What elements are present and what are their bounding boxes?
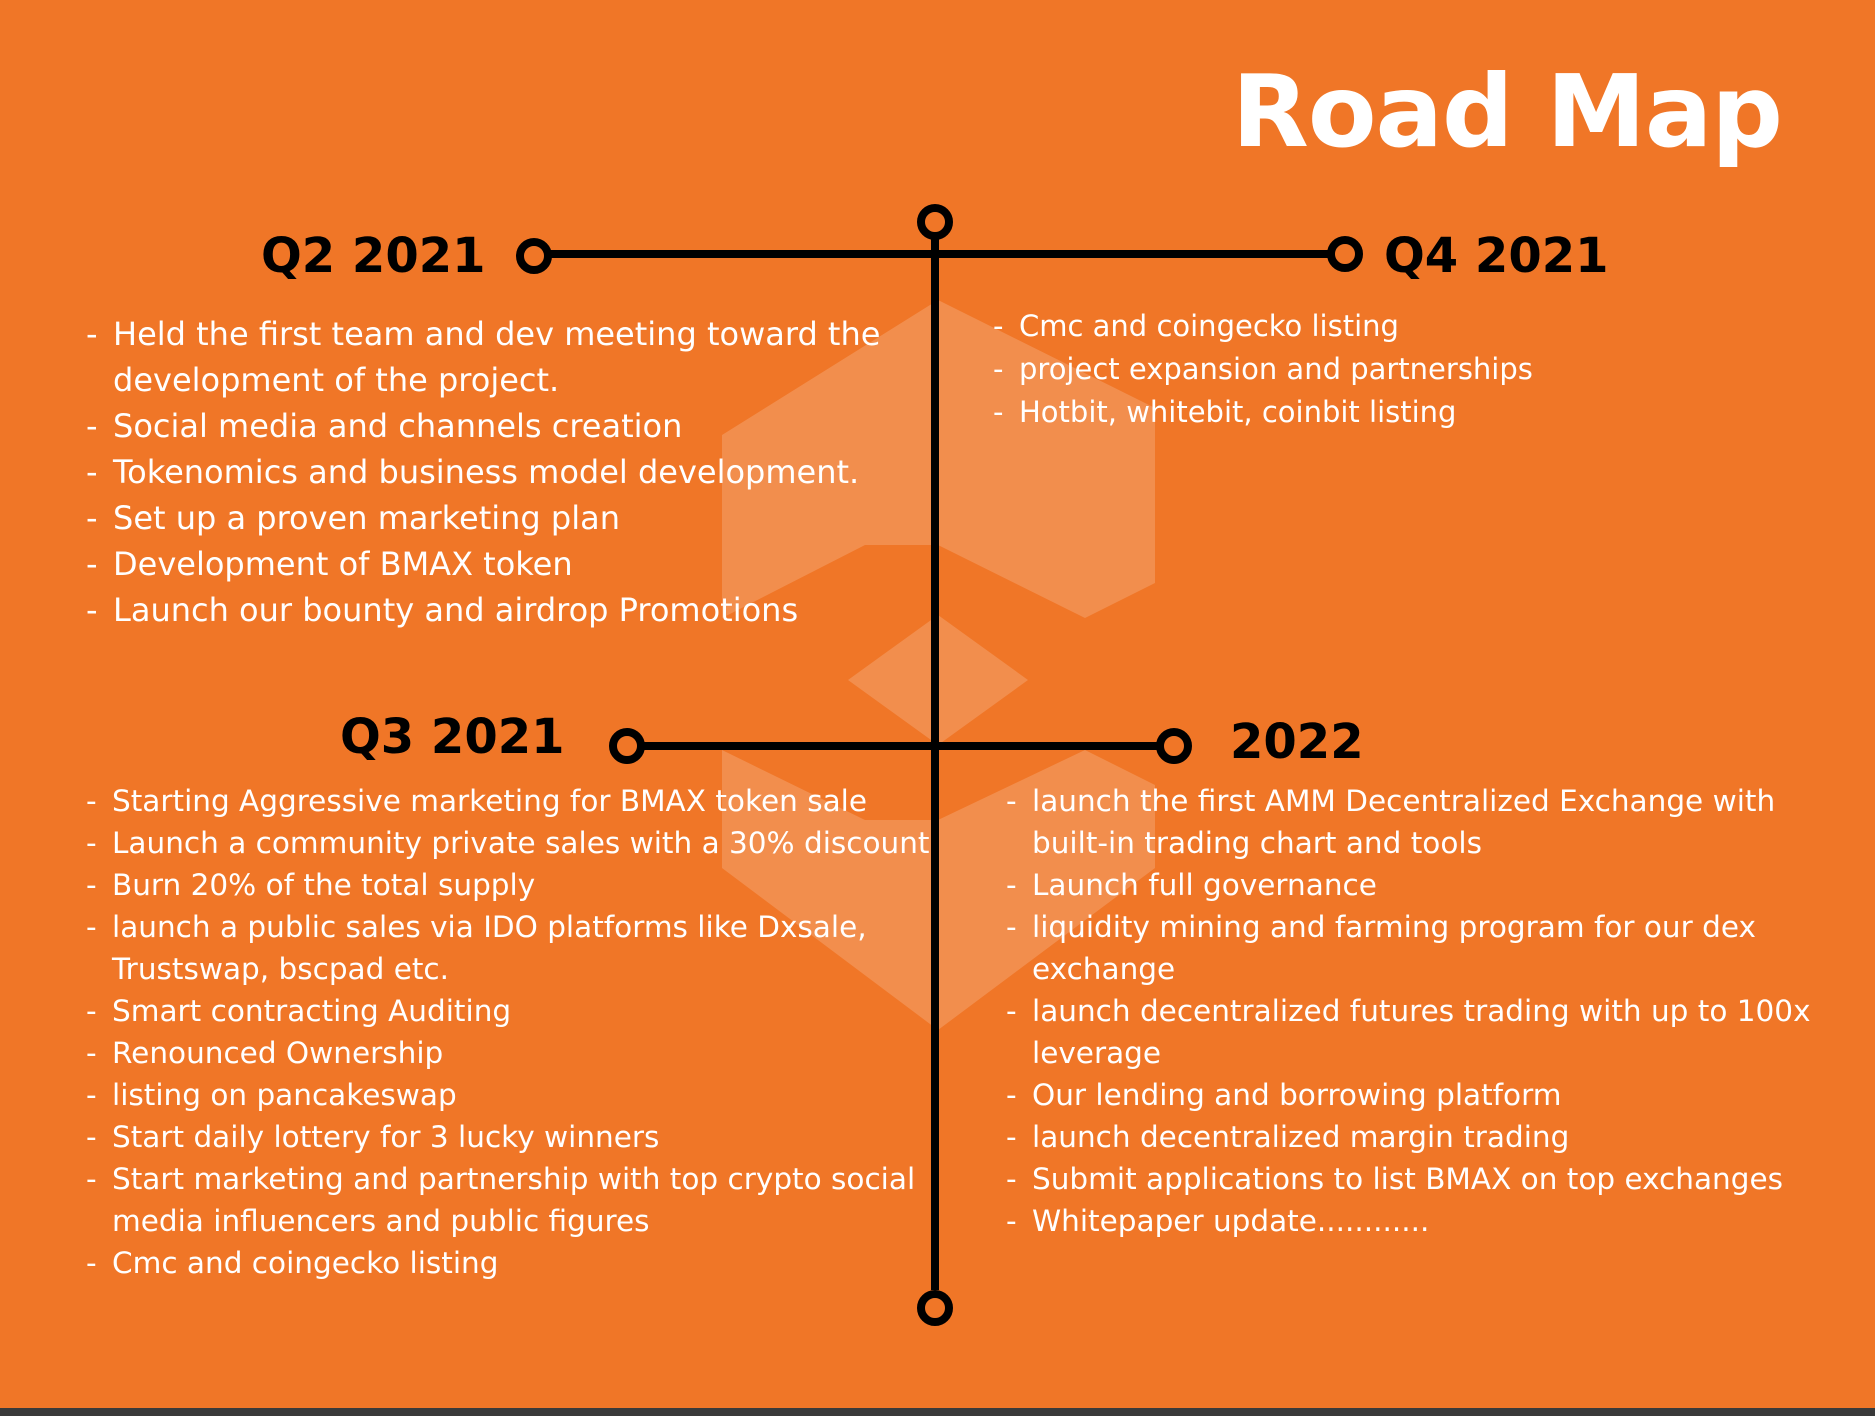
- list-item: - Social media and channels creation: [86, 403, 936, 449]
- list-item: - Submit applications to list BMAX on top exchanges: [1006, 1158, 1856, 1200]
- list-item: - project expansion and partnerships: [993, 348, 1693, 391]
- list-item: - Start marketing and partnership with top crypto social media influencers and public figures: [86, 1158, 936, 1242]
- list-item: - Set up a proven marketing plan: [86, 495, 936, 541]
- q4-2021-milestone-list: [993, 305, 1693, 434]
- list-item: - Whitepaper update............: [1006, 1200, 1856, 1242]
- list-item: - Held the first team and dev meeting toward the development of the project.: [86, 311, 936, 403]
- list-item: - Start daily lottery for 3 lucky winners: [86, 1116, 936, 1158]
- list-item: - Our lending and borrowing platform: [1006, 1074, 1856, 1116]
- q3-2021-heading: Q3 2021: [340, 709, 565, 765]
- timeline-node-2022: [1160, 732, 1188, 760]
- list-item: - Starting Aggressive marketing for BMAX token sale: [86, 780, 936, 822]
- timeline-node-q4: [1331, 240, 1359, 268]
- q4-2021-heading: Q4 2021: [1384, 228, 1609, 284]
- timeline-node-q3: [613, 732, 641, 760]
- year-2022-heading: 2022: [1230, 714, 1364, 770]
- list-item: - launch decentralized futures trading with up to 100x leverage: [1006, 990, 1856, 1074]
- page-title: Road Map: [1231, 53, 1782, 170]
- list-item: - launch a public sales via IDO platforms like Dxsale, Trustswap, bscpad etc.: [86, 906, 936, 990]
- timeline-node-bottom: [921, 1294, 949, 1322]
- timeline-node-top: [921, 208, 949, 236]
- year-2022-milestone-list: [1006, 780, 1856, 1242]
- list-item: - Cmc and coingecko listing: [993, 305, 1693, 348]
- list-item: - liquidity mining and farming program for our dex exchange: [1006, 906, 1856, 990]
- footer-bar: [0, 1408, 1875, 1416]
- list-item: - Smart contracting Auditing: [86, 990, 936, 1032]
- list-item: - launch the first AMM Decentralized Exchange with built-in trading chart and tools: [1006, 780, 1856, 864]
- list-item: - Cmc and coingecko listing: [86, 1242, 936, 1284]
- q2-2021-heading: Q2 2021: [261, 228, 486, 284]
- list-item: - Burn 20% of the total supply: [86, 864, 936, 906]
- list-item: - Launch full governance: [1006, 864, 1856, 906]
- list-item: - Hotbit, whitebit, coinbit listing: [993, 391, 1693, 434]
- q2-2021-milestone-list: [86, 311, 936, 633]
- list-item: - Launch our bounty and airdrop Promotions: [86, 587, 936, 633]
- list-item: - listing on pancakeswap: [86, 1074, 936, 1116]
- list-item: - Renounced Ownership: [86, 1032, 936, 1074]
- timeline-node-q2: [520, 242, 548, 270]
- list-item: - Tokenomics and business model development.: [86, 449, 936, 495]
- list-item: - launch decentralized margin trading: [1006, 1116, 1856, 1158]
- list-item: - Development of BMAX token: [86, 541, 936, 587]
- q3-2021-milestone-list: [86, 780, 936, 1284]
- list-item: - Launch a community private sales with a 30% discount: [86, 822, 936, 864]
